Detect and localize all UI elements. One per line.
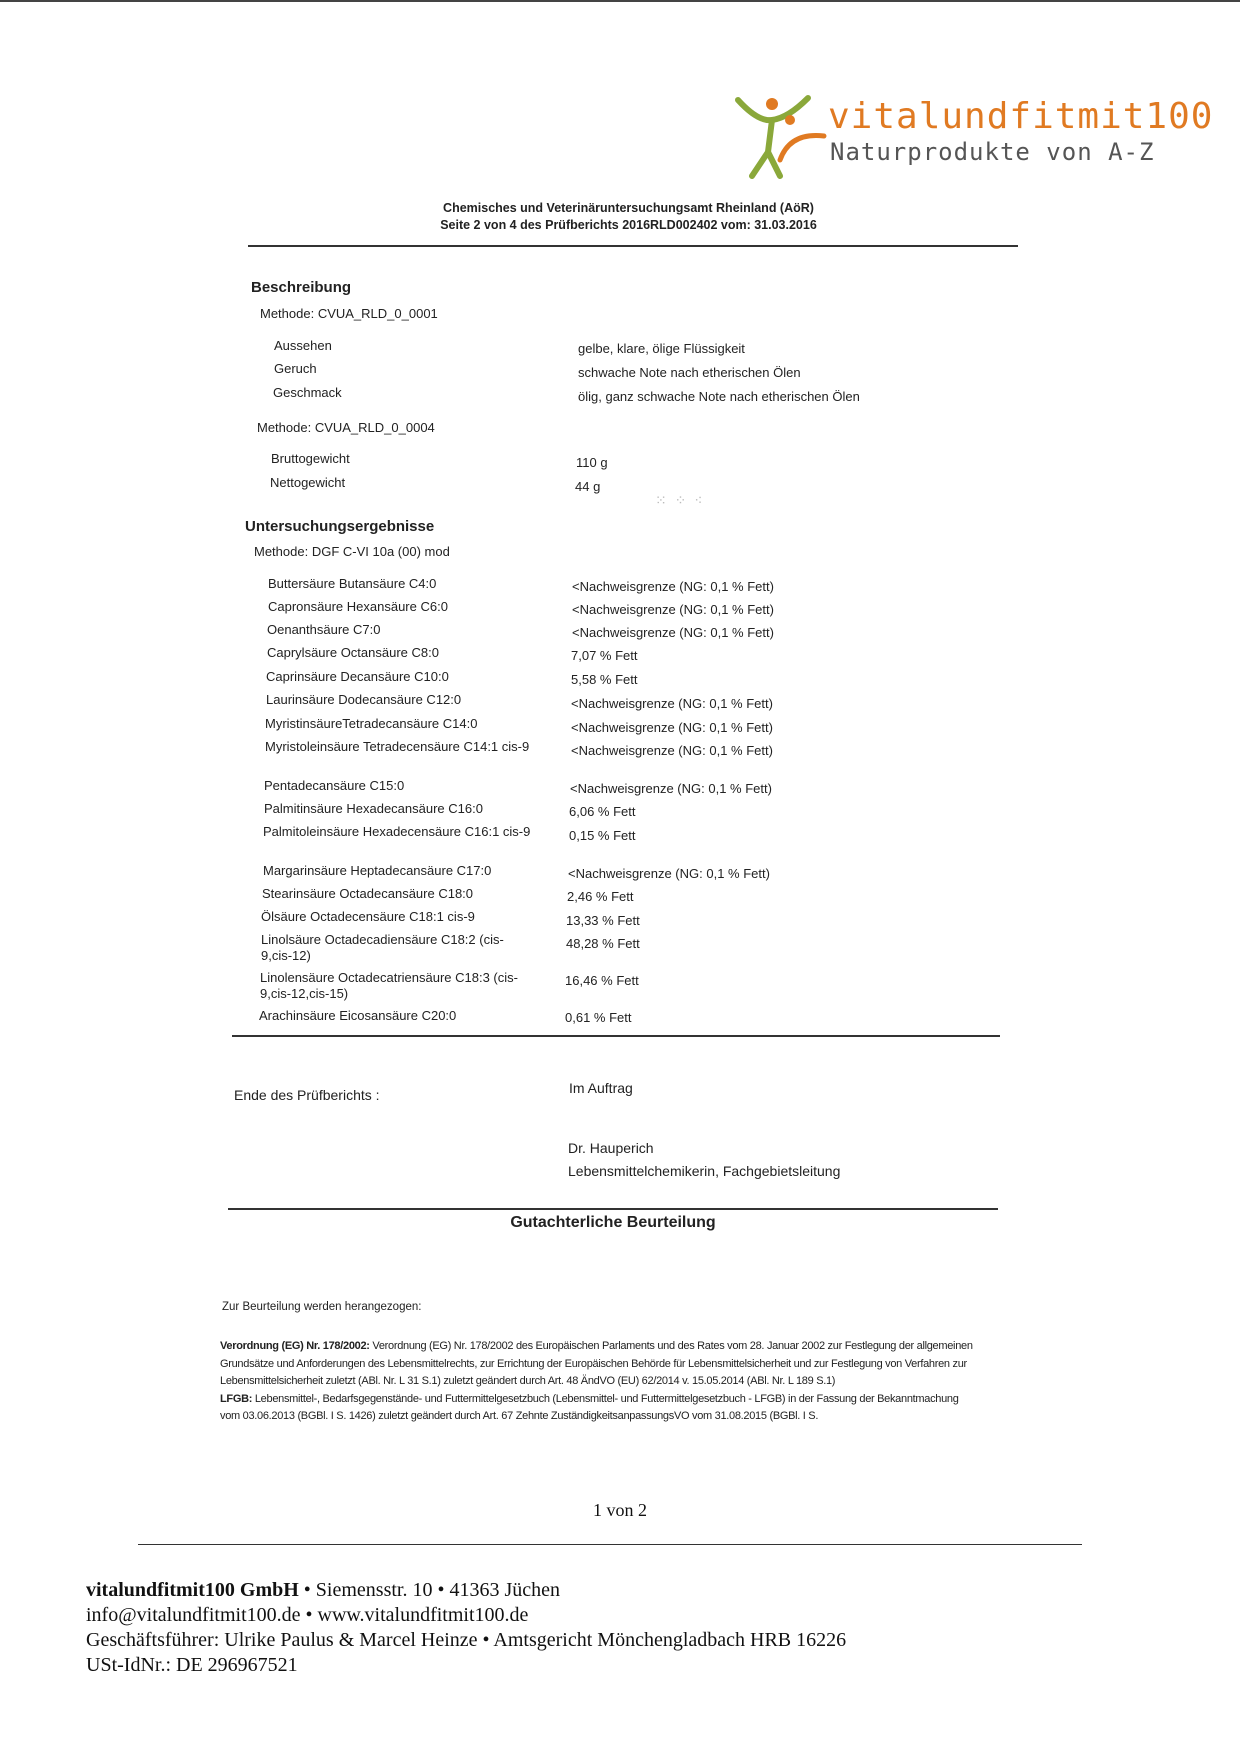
fatty-acid-label: Margarinsäure Heptadecansäure C17:0 [263,863,492,878]
end-of-report-label: Ende des Prüfberichts : [234,1087,380,1103]
sensory-value-appearance: gelbe, klare, ölige Flüssigkeit [578,341,745,356]
fatty-acid-label: Palmitoleinsäure Hexadecensäure C16:1 cis-9 [263,824,531,839]
sensory-value-smell: schwache Note nach etherischen Ölen [578,365,801,380]
sensory-label-taste: Geschmack [273,385,342,400]
fatty-acid-value: <Nachweisgrenze (NG: 0,1 % Fett) [571,743,773,758]
fatty-acid-value: 2,46 % Fett [567,889,634,904]
report-authority: Chemisches und Veterinäruntersuchungsamt Rheinland (AöR) [443,201,814,215]
top-border [0,0,1240,2]
assessment-title: Gutachterliche Beurteilung [510,1214,716,1231]
company-logo [728,92,1214,182]
fatty-acid-value: 0,61 % Fett [565,1010,632,1025]
fatty-acid-value: <Nachweisgrenze (NG: 0,1 % Fett) [572,625,774,640]
fatty-acid-label: Myristoleinsäure Tetradecensäure C14:1 cis-9 [265,739,530,754]
reference-regulation-text: Verordnung (EG) Nr. 178/2002 des Europäischen Parlaments und des Rates vom 28. Januar 2002 zur Festlegung der allgemeinen Grundsätze und Anforderungen des Lebensmittelrechts, zur Errichtung der Europäischen Behörde für Lebensmittelsicherheit und zur Festlegung von Verfahren zur Lebensmittelsicherheit zuletzt (ABl. Nr. L 31 S.1) zuletzt geändert durch Art. 48 ÄndVO (EU) 62/2014 v. 15.05.2014 (ABl. Nr. L 189 S.1) [220,1340,973,1387]
fatty-acid-label: MyristinsäureTetradecansäure C14:0 [265,716,478,731]
fatty-acid-value: <Nachweisgrenze (NG: 0,1 % Fett) [572,602,774,617]
on-behalf-label: Im Auftrag [569,1080,633,1096]
logo-subtitle: Naturprodukte von A-Z [830,138,1155,166]
fatty-acid-label: Ölsäure Octadecensäure C18:1 cis-9 [261,909,475,924]
footer-address: • Siemensstr. 10 • 41363 Jüchen [298,1579,561,1601]
company-footer [86,1578,846,1678]
reference-lfgb-text: Lebensmittel-, Bedarfsgegenstände- und Futtermittelgesetzbuch (Lebensmittel- und Futtermittelgesetzbuch - LFGB) in der Fassung der Bekanntmachung vom 03.06.2013 (BGBl. I S. 1426) zuletzt geändert durch Art. 67 Zehnte ZuständigkeitsanpassungsVO vom 31.08.2015 (BGBl. I S. [220,1392,959,1422]
assessment-intro: Zur Beurteilung werden herangezogen: [222,1301,422,1313]
fatty-acid-label: Capronsäure Hexansäure C6:0 [268,599,448,614]
report-header [250,200,1007,234]
fatty-acid-value: 48,28 % Fett [566,936,640,951]
fatty-acid-value: 5,58 % Fett [571,672,638,687]
footer-management: Geschäftsführer: Ulrike Paulus & Marcel Heinze • Amtsgericht Mönchengladbach HRB 16226 [86,1629,847,1651]
fatty-acid-value: <Nachweisgrenze (NG: 0,1 % Fett) [571,720,773,735]
fatty-acid-label: Buttersäure Butansäure C4:0 [268,576,437,591]
footer-rule [138,1544,1082,1545]
fatty-acid-label: Laurinsäure Dodecansäure C12:0 [266,692,462,707]
reference-regulation [220,1338,980,1391]
fatty-acid-label: Oenanthsäure C7:0 [267,622,381,637]
logo-figure-icon [728,92,828,182]
reference-regulation-title: Verordnung (EG) Nr. 178/2002: [220,1340,370,1352]
fatty-acid-value: 7,07 % Fett [571,648,638,663]
section-heading-beschreibung: Beschreibung [251,279,352,296]
fatty-acid-label: Linolsäure Octadecadiensäure C18:2 (cis-9,cis-12) [261,932,504,963]
weight-label-gross: Bruttogewicht [271,451,350,466]
fatty-acid-value: 16,46 % Fett [565,973,639,988]
sensory-value-taste: ölig, ganz schwache Note nach etherischen Ölen [578,389,860,404]
fatty-acid-label: Pentadecansäure C15:0 [264,778,405,793]
page-number: 1 von 2 [593,1500,647,1520]
reference-lfgb [220,1391,980,1426]
sensory-label-smell: Geruch [274,361,317,376]
method-label: Methode: CVUA_RLD_0_0001 [260,306,438,321]
fatty-acid-value: 13,33 % Fett [566,913,640,928]
weight-label-net: Nettogewicht [270,475,346,490]
report-page-info: Seite 2 von 4 des Prüfberichts 2016RLD002402 vom: 31.03.2016 [440,218,817,232]
footer-address-line [86,1578,846,1603]
fatty-acid-label: Palmitinsäure Hexadecansäure C16:0 [264,801,483,816]
fatty-acid-value: <Nachweisgrenze (NG: 0,1 % Fett) [572,579,774,594]
fatty-acid-value: 0,15 % Fett [569,828,636,843]
method-label: Methode: CVUA_RLD_0_0004 [257,420,435,435]
header-rule [248,245,1018,247]
results-rule [232,1035,1000,1037]
logo-title: vitalundfitmit100 [828,96,1214,137]
legal-references [220,1338,980,1426]
method-label: Methode: DGF C-VI 10a (00) mod [254,544,450,559]
footer-vat: USt-IdNr.: DE 296967521 [86,1654,298,1676]
section-heading-results: Untersuchungsergebnisse [245,518,435,535]
weight-value-gross: 110 g [576,455,608,470]
fatty-acid-value: <Nachweisgrenze (NG: 0,1 % Fett) [568,866,770,881]
footer-contact: info@vitalundfitmit100.de • www.vitalundfitmit100.de [86,1604,529,1626]
fatty-acid-value: <Nachweisgrenze (NG: 0,1 % Fett) [571,696,773,711]
footer-company-name: vitalundfitmit100 GmbH [86,1579,299,1601]
fatty-acid-value: <Nachweisgrenze (NG: 0,1 % Fett) [570,781,772,796]
fatty-acid-label: Linolensäure Octadecatriensäure C18:3 (cis-9,cis-12,cis-15) [260,970,518,1001]
fatty-acid-label: Stearinsäure Octadecansäure C18:0 [262,886,474,901]
assessment-rule [228,1208,998,1210]
fatty-acid-value: 6,06 % Fett [569,804,636,819]
reference-lfgb-title: LFGB: [220,1392,253,1405]
weight-value-net: 44 g [575,479,601,494]
sensory-label-appearance: Aussehen [274,338,332,353]
fatty-acid-label: Caprylsäure Octansäure C8:0 [267,645,439,660]
signatory-name: Dr. Hauperich [568,1140,654,1156]
fatty-acid-label: Caprinsäure Decansäure C10:0 [266,669,449,684]
signatory-role: Lebensmittelchemikerin, Fachgebietsleitung [568,1163,841,1179]
stamp-smudge: ⁙ ⁘ ⁖ [655,492,705,508]
fatty-acid-label: Arachinsäure Eicosansäure C20:0 [259,1008,457,1023]
